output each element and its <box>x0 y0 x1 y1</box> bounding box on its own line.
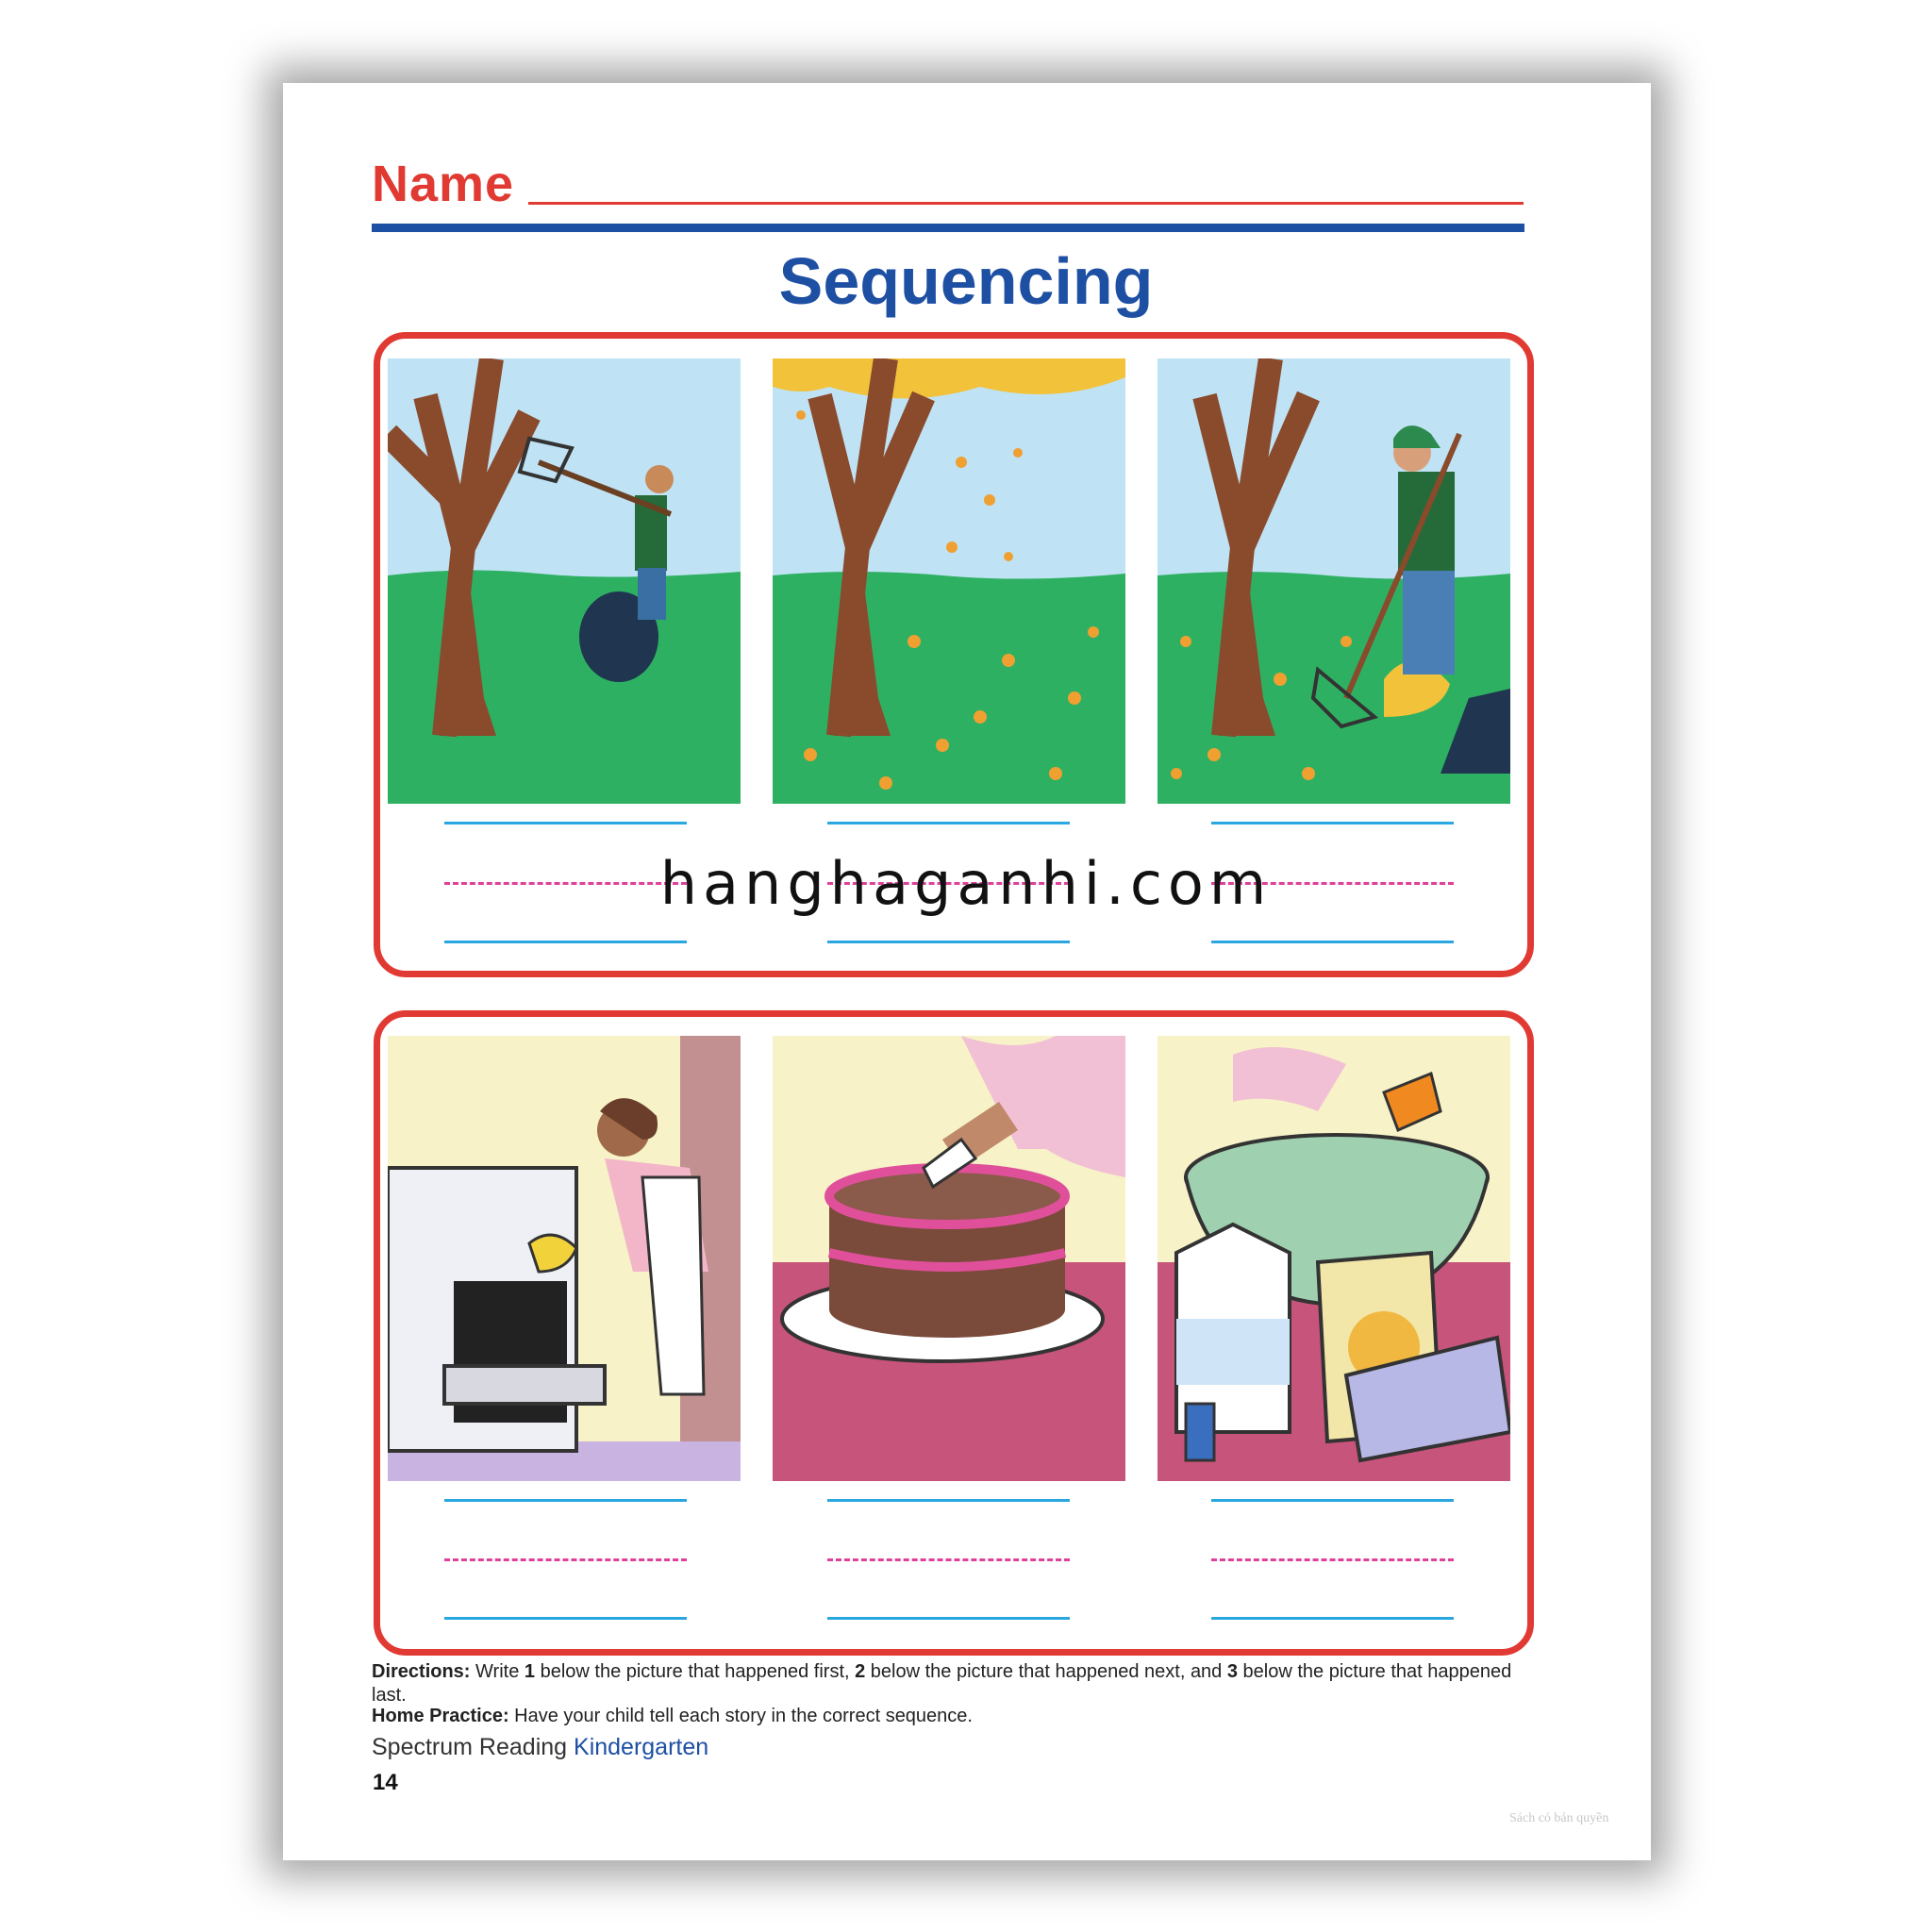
write-line-top-1[interactable] <box>444 822 687 824</box>
dash-line-bottom-1 <box>444 1558 687 1561</box>
base-line-bottom-1 <box>444 1617 687 1620</box>
header-rule <box>372 224 1524 232</box>
dash-line-bottom-3 <box>1211 1558 1454 1561</box>
directions-text <box>372 1660 1513 1707</box>
watermark-text: hanghaganhi.com <box>659 849 1273 918</box>
man-raking-leaves-picture <box>1158 358 1510 804</box>
directions-label: Directions: <box>372 1661 471 1682</box>
dash-line-bottom-2 <box>827 1558 1070 1561</box>
frosting-cake-picture <box>773 1036 1125 1481</box>
woman-taking-cake-from-oven-picture <box>388 1036 741 1481</box>
man-carrying-leaf-bag-picture <box>388 358 741 804</box>
base-line-bottom-3 <box>1211 1617 1454 1620</box>
mixing-batter-picture <box>1158 1036 1510 1481</box>
page-number: 14 <box>373 1770 398 1795</box>
leaves-falling-picture <box>773 358 1125 804</box>
grade-level: Kindergarten <box>574 1734 709 1760</box>
name-label: Name <box>372 156 515 212</box>
directions-part: below the picture that happened last. <box>372 1661 1512 1706</box>
directions-part: below the picture that happened next, and <box>865 1661 1227 1682</box>
number-one: 1 <box>524 1661 536 1682</box>
number-three: 3 <box>1226 1661 1238 1682</box>
home-practice-body: Have your child tell each story in the correct sequence. <box>508 1706 973 1726</box>
write-line-top-3[interactable] <box>1211 822 1454 824</box>
base-line-top-3 <box>1211 941 1454 943</box>
series-name: Spectrum Reading <box>372 1734 575 1760</box>
home-practice-text <box>372 1706 973 1727</box>
directions-part: Write <box>470 1661 525 1682</box>
write-line-bottom-1[interactable] <box>444 1499 687 1502</box>
write-line-bottom-3[interactable] <box>1211 1499 1454 1502</box>
home-practice-label: Home Practice: <box>372 1706 509 1726</box>
base-line-top-1 <box>444 941 687 943</box>
directions-part: below the picture that happened first, <box>535 1661 856 1682</box>
base-line-top-2 <box>827 941 1070 943</box>
base-line-bottom-2 <box>827 1617 1070 1620</box>
name-write-line[interactable] <box>528 202 1524 205</box>
write-line-top-2[interactable] <box>827 822 1070 824</box>
page-title: Sequencing <box>778 244 1154 318</box>
book-footer <box>372 1734 708 1761</box>
number-two: 2 <box>855 1661 866 1682</box>
copyright-note: Sách có bản quyền <box>1509 1811 1609 1825</box>
write-line-bottom-2[interactable] <box>827 1499 1070 1502</box>
